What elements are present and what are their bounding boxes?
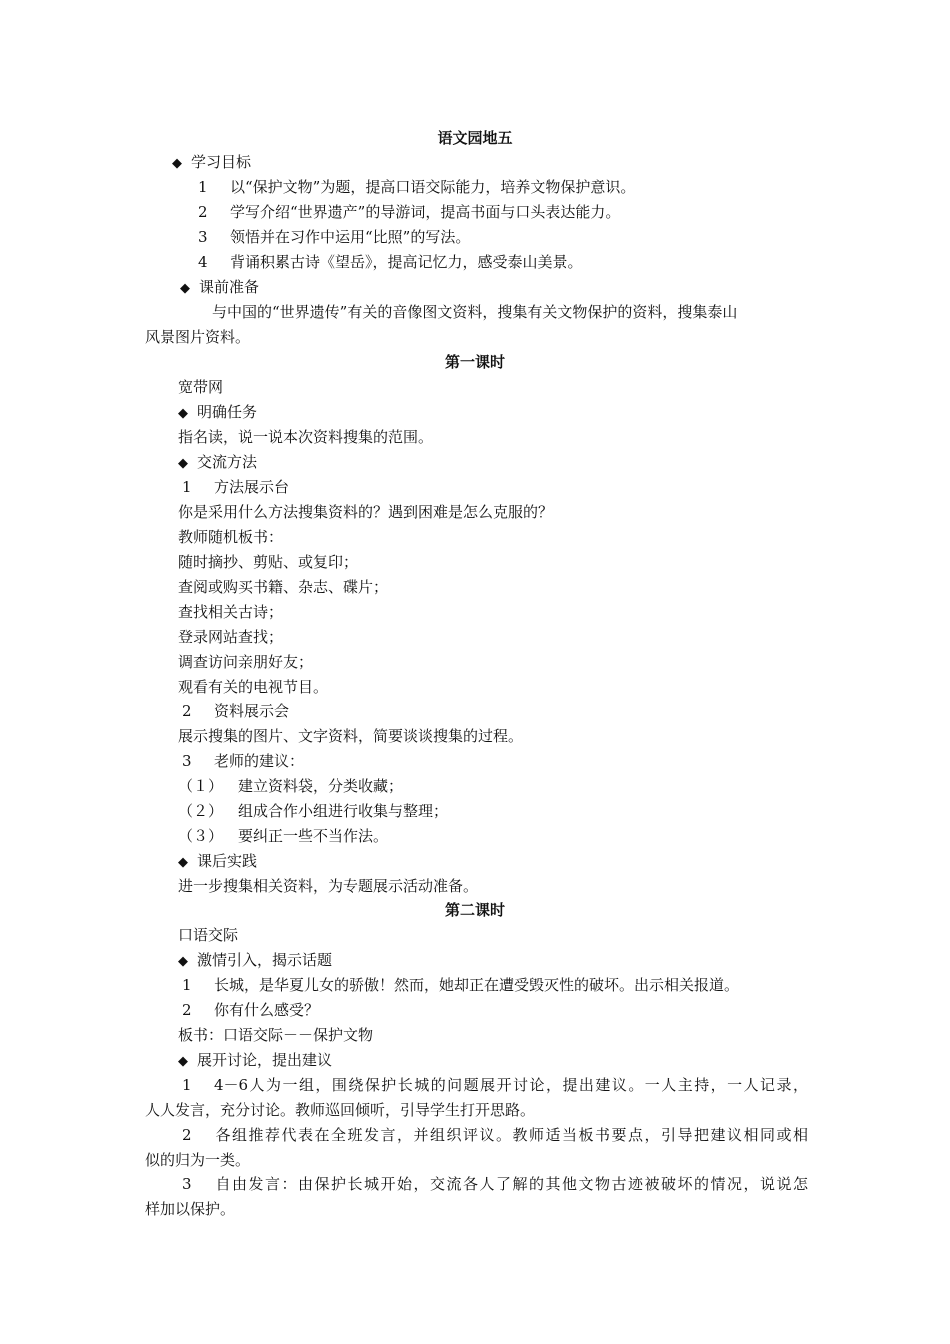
discuss-item-line: 似的归为一类。 (145, 1151, 251, 1169)
board-item: 调查访问亲朋好友； (178, 653, 314, 671)
diamond-bullet-icon: ◆ (178, 954, 188, 969)
lesson2-title: 第二课时 (444, 901, 505, 919)
diamond-bullet-icon: ◆ (178, 406, 188, 421)
suggestion-item: （１） 建立资料袋，分类收藏； (178, 777, 404, 795)
diamond-bullet-icon: ◆ (178, 1054, 188, 1069)
intro-item: 2 你有什么感受？ (182, 1001, 320, 1019)
practice-text: 进一步搜集相关资料，为专题展示活动准备。 (178, 877, 479, 895)
lesson1-subtitle: 宽带网 (178, 378, 224, 396)
discuss-item-line: 样加以保护。 (145, 1200, 236, 1218)
board-item: 查找相关古诗； (178, 603, 284, 621)
board-item: 登录网站查找； (178, 628, 284, 646)
lesson2-subtitle: 口语交际 (178, 926, 239, 944)
discuss-item-line: 3 自由发言：由保护长城开始，交流各人了解的其他文物古迹被破坏的情况，说说怎 (182, 1175, 808, 1193)
practice-heading: ◆ 课后实践 (178, 852, 258, 870)
document-title: 语文园地五 (437, 129, 513, 147)
method-1-title: 1 方法展示台 (182, 478, 290, 496)
discuss-item-line: 人人发言，充分讨论。教师巡回倾听，引导学生打开思路。 (145, 1101, 536, 1119)
objectives-heading: ◆ 学习目标 (172, 153, 252, 171)
objective-item: 4 背诵积累古诗《望岳》，提高记忆力，感受泰山美景。 (198, 253, 583, 271)
prep-paragraph-line: 风景图片资料。 (145, 328, 251, 346)
method-2-title: 2 资料展示会 (182, 702, 290, 720)
method-3-title: 3 老师的建议： (182, 752, 305, 770)
lesson1-title: 第一课时 (444, 353, 505, 371)
intro-item: 1 长城，是华夏儿女的骄傲！然而，她却正在遭受毁灭性的破坏。出示相关报道。 (182, 976, 740, 994)
prep-heading: ◆ 课前准备 (180, 278, 260, 296)
suggestion-item: （２） 组成合作小组进行收集与整理； (178, 802, 449, 820)
task-heading: ◆ 明确任务 (178, 403, 258, 421)
objective-item: 3 领悟并在习作中运用“比照”的写法。 (198, 228, 471, 246)
diamond-bullet-icon: ◆ (180, 281, 190, 296)
board-label: 教师随机板书： (178, 528, 284, 546)
discuss-heading: ◆ 展开讨论，提出建议 (178, 1051, 333, 1069)
task-text: 指名读，说一说本次资料搜集的范围。 (178, 428, 434, 446)
objective-item: 2 学写介绍“世界遗产”的导游词，提高书面与口头表达能力。 (198, 203, 621, 221)
objective-item: 1 以“保护文物”为题，提高口语交际能力，培养文物保护意识。 (198, 178, 636, 196)
board-text: 板书：口语交际－－保护文物 (178, 1026, 374, 1044)
suggestion-item: （３） 要纠正一些不当作法。 (178, 827, 389, 845)
diamond-bullet-icon: ◆ (172, 156, 182, 171)
board-item: 观看有关的电视节目。 (178, 678, 329, 696)
prep-paragraph-line: 与中国的“世界遗传”有关的音像图文资料，搜集有关文物保护的资料，搜集泰山 (212, 303, 738, 321)
discuss-item-line: 2 各组推荐代表在全班发言，并组织评议。教师适当板书要点，引导把建议相同或相 (182, 1126, 808, 1144)
method-1-question: 你是采用什么方法搜集资料的？遇到困难是怎么克服的？ (178, 503, 554, 521)
diamond-bullet-icon: ◆ (178, 855, 188, 870)
method-heading: ◆ 交流方法 (178, 453, 258, 471)
diamond-bullet-icon: ◆ (178, 456, 188, 471)
discuss-item-line: 1 4－6人为一组，围绕保护长城的问题展开讨论，提出建议。一人主持，一人记录， (182, 1076, 808, 1094)
board-item: 随时摘抄、剪贴、或复印； (178, 553, 359, 571)
method-2-text: 展示搜集的图片、文字资料，简要谈谈搜集的过程。 (178, 727, 524, 745)
intro-heading: ◆ 激情引入，揭示话题 (178, 951, 333, 969)
board-item: 查阅或购买书籍、杂志、碟片； (178, 578, 389, 596)
